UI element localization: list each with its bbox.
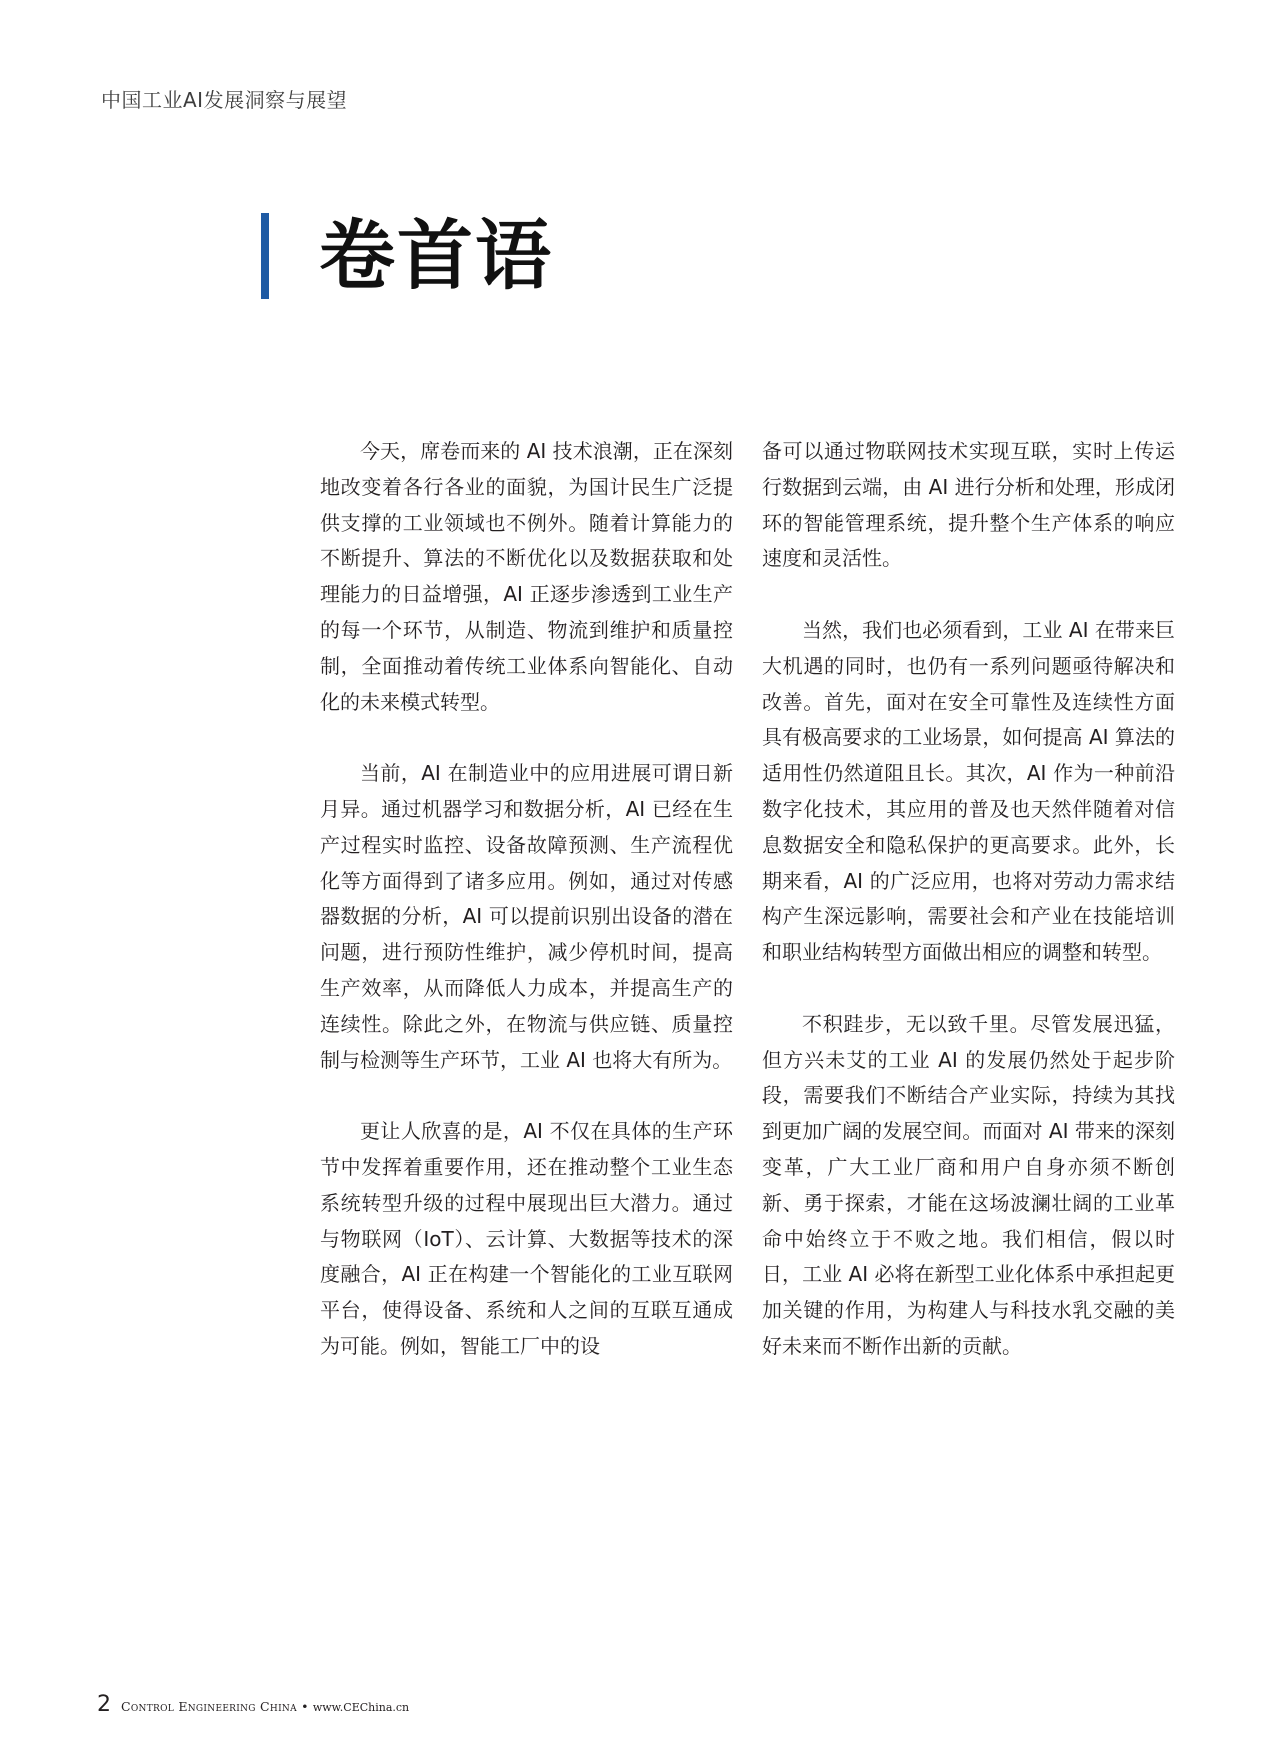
page-number: 2 (97, 1692, 111, 1717)
paragraph-3: 更让人欣喜的是，AI 不仅在具体的生产环节中发挥着重要作用，还在推动整个工业生态系统转型升级的过程中展现出巨大潜力。通过与物联网（IoT）、云计算、大数据等技术的深度融合，AI 正在构建一个智能化的工业互联网平台，使得设备、系统和人之间的互联互通成为可能。例如，智能工厂中的设 (320, 1119, 733, 1358)
page-title: 卷首语 (319, 211, 553, 300)
right-column (762, 434, 1175, 1401)
paragraph-5: 不积跬步，无以致千里。尽管发展迅猛，但方兴未艾的工业 AI 的发展仍然处于起步阶段，需要我们不断结合产业实际，持续为其找到更加广阔的发展空间。而面对 AI 带来的深刻变革，广大工业厂商和用户自身亦须不断创新、勇于探索，才能在这场波澜壮阔的工业革命中始终立于不败之地。我们相信，假以时日，工业 AI 必将在新型工业化体系中承担起更加关键的作用，为构建人与科技水乳交融的美好未来而不断作出新的贡献。 (762, 1011, 1175, 1358)
title-accent-bar (261, 213, 269, 299)
left-column (320, 434, 733, 1401)
publication-name: Control Engineering China • (121, 1699, 309, 1714)
page-footer (97, 1692, 409, 1717)
title-block (261, 212, 553, 300)
paragraph-4: 当然，我们也必须看到，工业 AI 在带来巨大机遇的同时，也仍有一系列问题亟待解决和改善。首先，面对在安全可靠性及连续性方面具有极高要求的工业场景，如何提高 AI 算法的适用性仍然道阻且长。其次，AI 作为一种前沿数字化技术，其应用的普及也天然伴随着对信息数据安全和隐私保护的更高要求。此外，长期来看，AI 的广泛应用，也将对劳动力需求结构产生深远影响，需要社会和产业在技能培训和职业结构转型方面做出相应的调整和转型。 (762, 617, 1175, 965)
publication-url: www.CEChina.cn (312, 1701, 410, 1714)
running-header: 中国工业AI发展洞察与展望 (101, 88, 348, 112)
paragraph-1: 今天，席卷而来的 AI 技术浪潮，正在深刻地改变着各行各业的面貌，为国计民生广泛提供支撑的工业领域也不例外。随着计算能力的不断提升、算法的不断优化以及数据获取和处理能力的日益增强，AI 正逐步渗透到工业生产的每一个环节，从制造、物流到维护和质量控制，全面推动着传统工业体系向智能化、自动化的未来模式转型。 (320, 439, 733, 714)
paragraph-3-continued: 备可以通过物联网技术实现互联，实时上传运行数据到云端，由 AI 进行分析和处理，形成闭环的智能管理系统，提升整个生产体系的响应速度和灵活性。 (762, 439, 1175, 571)
paragraph-2: 当前，AI 在制造业中的应用进展可谓日新月异。通过机器学习和数据分析，AI 已经在生产过程实时监控、设备故障预测、生产流程优化等方面得到了诸多应用。例如，通过对传感器数据的分析，AI 可以提前识别出设备的潜在问题，进行预防性维护，减少停机时间，提高生产效率，从而降低人力成本，并提高生产的连续性。除此之外，在物流与供应链、质量控制与检测等生产环节，工业 AI 也将大有所为。 (320, 761, 733, 1072)
